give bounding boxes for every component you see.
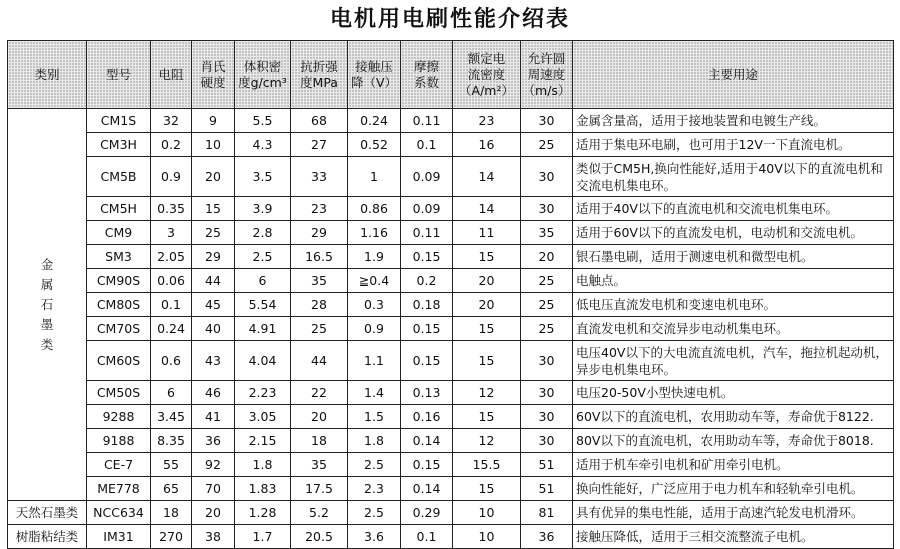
table-row [8, 525, 894, 549]
table-row [8, 293, 894, 317]
header-current-line: 流密度 [467, 66, 506, 82]
cell-strength: 35 [291, 453, 348, 477]
cell-speed: 25 [521, 317, 573, 341]
cell-friction: 0.18 [401, 293, 453, 317]
cell-friction: 0.2 [401, 269, 453, 293]
cell-speed: 20 [521, 245, 573, 269]
cell-hardness: 44 [192, 269, 235, 293]
header-hardness-line: 肖氏 [200, 58, 226, 74]
table-row [8, 381, 894, 405]
table-row [8, 429, 894, 453]
cell-current: 12 [453, 381, 521, 405]
cell-resistance: 0.2 [151, 133, 192, 157]
cell-usage: 适用于集电环电刷，也可用于12V一下直流电机。 [573, 133, 894, 157]
cell-model: CM50S [87, 381, 151, 405]
cell-resistance: 0.6 [151, 341, 192, 381]
cell-hardness: 43 [192, 341, 235, 381]
cell-model: 9288 [87, 405, 151, 429]
cell-speed: 30 [521, 405, 573, 429]
cell-current: 10 [453, 501, 521, 525]
category-natural-graphite: 天然石墨类 [8, 501, 87, 525]
cell-current: 15 [453, 405, 521, 429]
cell-usage: 电压20-50V小型快速电机。 [573, 381, 894, 405]
cell-hardness: 20 [192, 501, 235, 525]
table-row [8, 245, 894, 269]
cell-resistance: 55 [151, 453, 192, 477]
table-row [8, 133, 894, 157]
table-row [8, 197, 894, 221]
cell-density: 5.54 [235, 293, 291, 317]
cell-density: 4.3 [235, 133, 291, 157]
cell-usage: 金属含量高，适用于接地装置和电镀生产线。 [573, 109, 894, 133]
cell-model: ME778 [87, 477, 151, 501]
cell-model: IM31 [87, 525, 151, 549]
header-speed-line: （m/s） [522, 82, 571, 98]
cell-speed: 25 [521, 269, 573, 293]
cell-strength: 44 [291, 341, 348, 381]
cell-density: 4.91 [235, 317, 291, 341]
cell-drop: 1.1 [348, 341, 401, 381]
cell-speed: 30 [521, 429, 573, 453]
cell-friction: 0.15 [401, 453, 453, 477]
cell-resistance: 0.24 [151, 317, 192, 341]
cell-density: 1.83 [235, 477, 291, 501]
cell-speed: 30 [521, 381, 573, 405]
cell-model: CM5B [87, 157, 151, 197]
header-current-line: （A/m²） [459, 82, 514, 98]
cell-drop: ≧0.4 [348, 269, 401, 293]
header-speed-line: 允许圆 [527, 50, 566, 66]
cell-friction: 0.13 [401, 381, 453, 405]
cell-hardness: 25 [192, 221, 235, 245]
cell-drop: 0.24 [348, 109, 401, 133]
cell-drop: 1.5 [348, 405, 401, 429]
cell-model: SM3 [87, 245, 151, 269]
cell-model: CM5H [87, 197, 151, 221]
cell-usage: 类似于CM5H,换向性能好,适用于40V以下的直流电机和交流电机集电环。 [573, 157, 894, 197]
cell-current: 15 [453, 477, 521, 501]
cell-resistance: 270 [151, 525, 192, 549]
cell-drop: 1 [348, 157, 401, 197]
header-category: 类别 [8, 41, 87, 109]
header-current-line: 额定电 [467, 50, 506, 66]
cell-friction: 0.14 [401, 477, 453, 501]
cell-strength: 18 [291, 429, 348, 453]
page-title: 电机用电刷性能介绍表 [329, 7, 570, 32]
cell-speed: 51 [521, 453, 573, 477]
cell-friction: 0.09 [401, 197, 453, 221]
cell-friction: 0.14 [401, 429, 453, 453]
cell-drop: 0.9 [348, 317, 401, 341]
cell-density: 1.8 [235, 453, 291, 477]
cell-density: 2.23 [235, 381, 291, 405]
cell-strength: 22 [291, 381, 348, 405]
cell-strength: 20 [291, 405, 348, 429]
cell-speed: 30 [521, 341, 573, 381]
cell-current: 15 [453, 341, 521, 381]
cell-resistance: 6 [151, 381, 192, 405]
cell-model: CM9 [87, 221, 151, 245]
category-char: 墨 [40, 316, 54, 332]
cell-resistance: 8.35 [151, 429, 192, 453]
cell-model: 9188 [87, 429, 151, 453]
cell-current: 16 [453, 133, 521, 157]
cell-model: CM90S [87, 269, 151, 293]
cell-model: CE-7 [87, 453, 151, 477]
cell-drop: 1.8 [348, 429, 401, 453]
cell-speed: 35 [521, 221, 573, 245]
header-friction-line: 摩擦 [413, 58, 439, 74]
cell-strength: 20.5 [291, 525, 348, 549]
table-row [8, 317, 894, 341]
cell-hardness: 45 [192, 293, 235, 317]
cell-speed: 30 [521, 109, 573, 133]
cell-friction: 0.1 [401, 133, 453, 157]
header-friction-line: 系数 [413, 74, 439, 90]
header-density-line: 度g/cm³ [238, 74, 287, 90]
cell-current: 20 [453, 269, 521, 293]
cell-current: 15 [453, 317, 521, 341]
category-resin-bonded: 树脂粘结类 [8, 525, 87, 549]
cell-resistance: 0.35 [151, 197, 192, 221]
cell-resistance: 0.1 [151, 293, 192, 317]
cell-usage: 适用于机车牵引电机和矿用牵引电机。 [573, 453, 894, 477]
cell-current: 15 [453, 245, 521, 269]
cell-strength: 17.5 [291, 477, 348, 501]
cell-hardness: 36 [192, 429, 235, 453]
cell-hardness: 92 [192, 453, 235, 477]
cell-usage: 银石墨电刷，适用于测速电机和微型电机。 [573, 245, 894, 269]
cell-usage: 接触压降低，适用于三相交流整流子电机。 [573, 525, 894, 549]
cell-friction: 0.11 [401, 221, 453, 245]
cell-density: 1.28 [235, 501, 291, 525]
cell-drop: 0.52 [348, 133, 401, 157]
header-strength [291, 41, 348, 109]
table-row [8, 453, 894, 477]
header-resistance: 电阻 [151, 41, 192, 109]
cell-hardness: 70 [192, 477, 235, 501]
cell-drop: 2.5 [348, 453, 401, 477]
cell-speed: 81 [521, 501, 573, 525]
cell-model: CM80S [87, 293, 151, 317]
cell-current: 11 [453, 221, 521, 245]
cell-drop: 1.4 [348, 381, 401, 405]
cell-usage: 低电压直流发电机和变速电机电环。 [573, 293, 894, 317]
cell-density: 2.15 [235, 429, 291, 453]
cell-speed: 36 [521, 525, 573, 549]
cell-speed: 25 [521, 293, 573, 317]
cell-drop: 2.5 [348, 501, 401, 525]
table-row [8, 109, 894, 133]
cell-usage: 换向性能好，广泛应用于电力机车和轻轨牵引电机。 [573, 477, 894, 501]
category-metal-graphite [8, 109, 87, 501]
cell-friction: 0.29 [401, 501, 453, 525]
cell-usage: 适用于40V以下的直流电机和交流电机集电环。 [573, 197, 894, 221]
cell-current: 14 [453, 157, 521, 197]
cell-hardness: 29 [192, 245, 235, 269]
table-row [8, 477, 894, 501]
cell-resistance: 0.06 [151, 269, 192, 293]
header-density [235, 41, 291, 109]
cell-model: NCC634 [87, 501, 151, 525]
cell-strength: 68 [291, 109, 348, 133]
header-voltage-drop [348, 41, 401, 109]
header-strength-line: 抗折强 [300, 58, 338, 74]
cell-hardness: 46 [192, 381, 235, 405]
cell-strength: 25 [291, 317, 348, 341]
cell-friction: 0.15 [401, 341, 453, 381]
cell-drop: 0.86 [348, 197, 401, 221]
cell-hardness: 10 [192, 133, 235, 157]
category-char: 石 [40, 296, 54, 312]
header-hardness-line: 硬度 [200, 74, 226, 90]
table-row [8, 341, 894, 381]
cell-strength: 35 [291, 269, 348, 293]
table-row [8, 501, 894, 525]
cell-drop: 1.9 [348, 245, 401, 269]
cell-hardness: 9 [192, 109, 235, 133]
cell-resistance: 2.05 [151, 245, 192, 269]
cell-speed: 30 [521, 197, 573, 221]
cell-resistance: 3.45 [151, 405, 192, 429]
cell-density: 4.04 [235, 341, 291, 381]
header-strength-line: 度MPa [300, 74, 338, 90]
cell-hardness: 40 [192, 317, 235, 341]
cell-resistance: 3 [151, 221, 192, 245]
header-drop-line: 降（V） [350, 74, 398, 90]
cell-drop: 3.6 [348, 525, 401, 549]
cell-strength: 27 [291, 133, 348, 157]
cell-friction: 0.1 [401, 525, 453, 549]
header-model: 型号 [87, 41, 151, 109]
cell-usage: 适用于60V以下的直流发电机，电动机和交流电机。 [573, 221, 894, 245]
table-row [8, 157, 894, 197]
table-row [8, 269, 894, 293]
cell-friction: 0.15 [401, 245, 453, 269]
cell-drop: 1.16 [348, 221, 401, 245]
category-char: 类 [40, 336, 54, 352]
header-hardness [192, 41, 235, 109]
cell-model: CM60S [87, 341, 151, 381]
cell-density: 5.5 [235, 109, 291, 133]
cell-density: 2.8 [235, 221, 291, 245]
cell-model: CM70S [87, 317, 151, 341]
header-drop-line: 接触压 [355, 58, 393, 74]
cell-density: 3.05 [235, 405, 291, 429]
cell-current: 10 [453, 525, 521, 549]
cell-strength: 33 [291, 157, 348, 197]
cell-friction: 0.16 [401, 405, 453, 429]
header-friction [401, 41, 453, 109]
cell-hardness: 41 [192, 405, 235, 429]
cell-current: 23 [453, 109, 521, 133]
cell-resistance: 32 [151, 109, 192, 133]
cell-speed: 25 [521, 133, 573, 157]
cell-drop: 0.3 [348, 293, 401, 317]
cell-speed: 51 [521, 477, 573, 501]
cell-density: 6 [235, 269, 291, 293]
category-char: 属 [40, 276, 54, 292]
cell-usage: 电触点。 [573, 269, 894, 293]
table-row [8, 405, 894, 429]
cell-model: CM3H [87, 133, 151, 157]
cell-density: 1.7 [235, 525, 291, 549]
cell-usage: 电压40V以下的大电流直流电机，汽车，拖拉机起动机，异步电机集电环。 [573, 341, 894, 381]
cell-resistance: 18 [151, 501, 192, 525]
cell-current: 20 [453, 293, 521, 317]
header-density-line: 体积密 [243, 58, 282, 74]
cell-density: 3.5 [235, 157, 291, 197]
cell-model: CM1S [87, 109, 151, 133]
cell-strength: 29 [291, 221, 348, 245]
cell-strength: 28 [291, 293, 348, 317]
cell-usage: 具有优异的集电性能，适用于高速汽轮发电机滑环。 [573, 501, 894, 525]
cell-friction: 0.15 [401, 317, 453, 341]
cell-usage: 直流发电机和交流异步电动机集电环。 [573, 317, 894, 341]
cell-resistance: 0.9 [151, 157, 192, 197]
header-speed [521, 41, 573, 109]
table-row [8, 221, 894, 245]
cell-density: 3.9 [235, 197, 291, 221]
cell-hardness: 15 [192, 197, 235, 221]
cell-strength: 23 [291, 197, 348, 221]
cell-speed: 30 [521, 157, 573, 197]
cell-hardness: 20 [192, 157, 235, 197]
brush-performance-table [7, 40, 894, 549]
cell-current: 14 [453, 197, 521, 221]
category-char: 金 [40, 256, 54, 272]
cell-resistance: 65 [151, 477, 192, 501]
cell-current: 12 [453, 429, 521, 453]
cell-strength: 5.2 [291, 501, 348, 525]
cell-friction: 0.09 [401, 157, 453, 197]
cell-hardness: 38 [192, 525, 235, 549]
cell-strength: 16.5 [291, 245, 348, 269]
header-usage: 主要用途 [573, 41, 894, 109]
cell-usage: 60V以下的直流电机，农用助动车等，寿命优于8122. [573, 405, 894, 429]
header-row [8, 41, 894, 109]
cell-current: 15.5 [453, 453, 521, 477]
cell-usage: 80V以下的直流电机，农用助动车等，寿命优于8018. [573, 429, 894, 453]
cell-density: 2.5 [235, 245, 291, 269]
header-speed-line: 周速度 [527, 66, 566, 82]
header-current-density [453, 41, 521, 109]
cell-drop: 2.3 [348, 477, 401, 501]
cell-friction: 0.11 [401, 109, 453, 133]
